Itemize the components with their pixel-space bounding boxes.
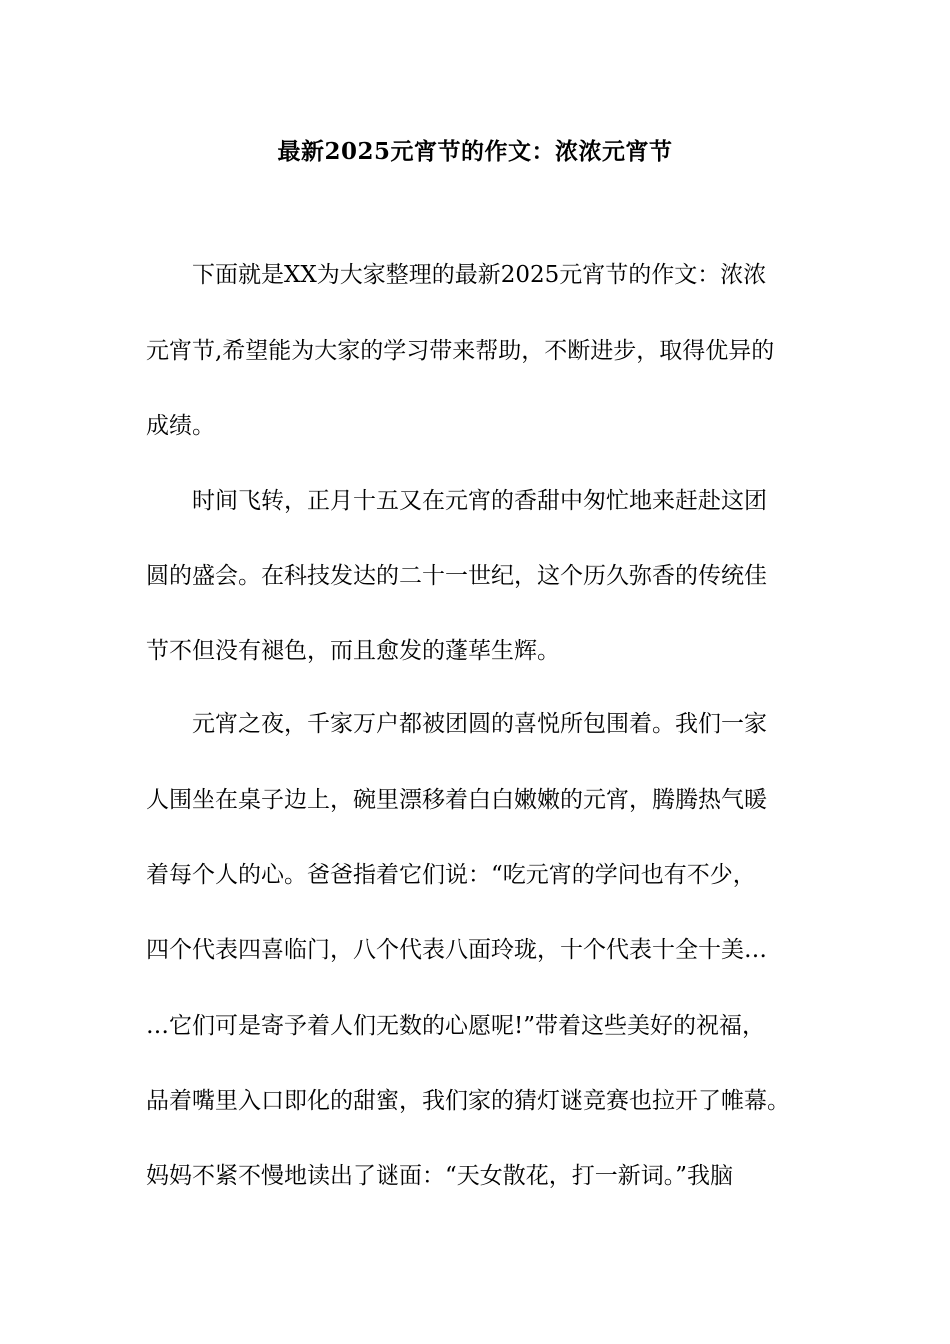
body-line: 着每个人的心。爸爸指着它们说：“吃元宵的学问也有不少， <box>146 862 756 888</box>
body-line: 圆的盛会。在科技发达的二十一世纪，这个历久弥香的传统佳 <box>146 563 767 589</box>
body-line: 四个代表四喜临门，八个代表八面玲珑，十个代表十全十美… <box>146 937 767 963</box>
body-line: 元宵之夜，千家万户都被团圆的喜悦所包围着。我们一家 <box>146 711 767 737</box>
document-title: 最新2025元宵节的作文：浓浓元宵节 <box>277 138 673 165</box>
body-line: 下面就是XX为大家整理的最新2025元宵节的作文：浓浓 <box>146 262 767 288</box>
body-line: 妈妈不紧不慢地读出了谜面：“天女散花，打一新词。”我脑 <box>146 1163 734 1189</box>
body-line: 元宵节,希望能为大家的学习带来帮助，不断进步，取得优异的 <box>146 338 775 364</box>
body-line: …它们可是寄予着人们无数的心愿呢!”带着这些美好的祝福， <box>146 1013 766 1039</box>
body-line: 人围坐在桌子边上，碗里漂移着白白嫩嫩的元宵，腾腾热气暖 <box>146 787 767 813</box>
body-line: 节不但没有褪色，而且愈发的蓬荜生辉。 <box>146 638 560 664</box>
body-line: 品着嘴里入口即化的甜蜜，我们家的猜灯谜竞赛也拉开了帷幕。 <box>146 1088 790 1114</box>
body-line: 成绩。 <box>146 413 215 439</box>
body-line: 时间飞转，正月十五又在元宵的香甜中匆忙地来赶赴这团 <box>146 488 767 514</box>
